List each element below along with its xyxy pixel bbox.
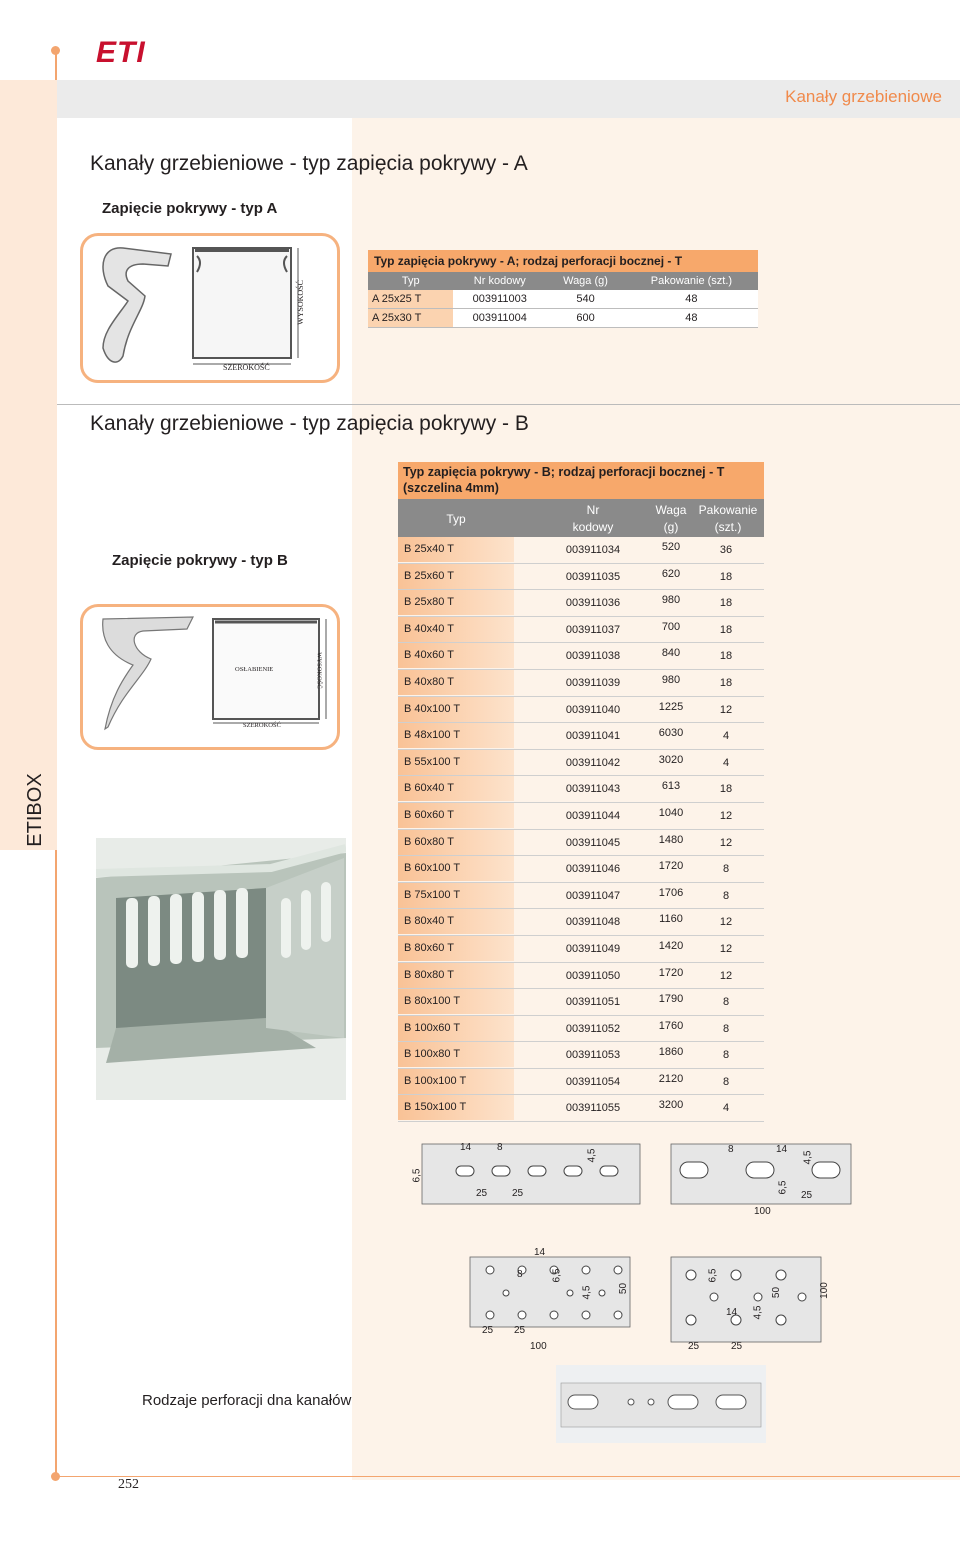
cell: 003911035 [565,570,621,583]
perforation-slots-1 [402,1130,647,1225]
table-row [368,309,758,328]
cell: 1040 [658,806,684,819]
dim: 25 [476,1188,488,1199]
table-a-header: Typ [368,272,453,290]
dim: 50 [618,1282,630,1295]
cell: 003911042 [565,756,621,769]
cell: 18 [719,783,733,796]
cover-label-b: OSŁABIENIE [235,666,274,673]
cell: 8 [722,1049,730,1062]
cell: 12 [719,809,733,822]
cell: 12 [719,969,733,982]
cell: 12 [719,942,733,955]
table-a-caption: Typ zapięcia pokrywy - A; rodzaj perforacji bocznej - T [368,250,758,272]
table-row [398,936,764,963]
perforation-drawing-2 [666,1130,856,1225]
cell: 36 [719,544,733,556]
table-row [398,1016,764,1043]
cell: B 150x100 T [398,1095,514,1120]
dim: 14 [460,1142,472,1153]
dim: 8 [728,1144,734,1155]
cover-clip-b-drawing [83,607,337,747]
cell: 1420 [658,939,684,952]
dim: 6,5 [551,1268,563,1283]
side-band [0,80,57,850]
table-row [398,909,764,936]
cell: 003911037 [565,623,621,636]
cable-duct-photo [96,838,346,1100]
side-label: ETIBOX [24,773,46,847]
dim: 25 [482,1325,494,1336]
cell: 003911003 [453,290,546,309]
table-row [398,803,764,830]
cell: 003911050 [565,969,621,982]
dim: 100 [530,1341,547,1352]
dim: 25 [731,1341,743,1352]
table-row [398,1042,764,1069]
product-photo [96,838,346,1100]
cell: 3200 [658,1099,684,1112]
perforation-drawing-3 [462,1245,642,1355]
eti-logo: ETI [96,36,146,69]
perforation-label: Rodzaje perforacji dna kanałów [142,1392,352,1409]
cell: 8 [722,996,730,1009]
cell: 003911046 [565,863,621,876]
width-label-b: SZEROKOŚĆ [243,722,281,729]
section-title: Kanały grzebieniowe [785,87,942,106]
dim: 14 [776,1144,788,1155]
dim: 14 [534,1247,546,1258]
table-row [368,290,758,309]
table-row [398,856,764,883]
cell: B 80x100 T [398,989,514,1014]
header-weight-1: Waga [655,503,687,517]
cell: 980 [661,594,681,607]
cell: B 100x60 T [398,1016,514,1041]
cell: 003911048 [565,916,621,929]
cell: 003911053 [565,1049,621,1062]
cell: B 60x100 T [398,856,514,881]
cell: B 25x60 T [398,564,514,589]
height-label-a: WYSOKOŚĆ [295,280,305,325]
perforation-drawing-1 [402,1130,647,1225]
cell: 48 [625,309,758,328]
cell: 003911051 [565,996,621,1009]
height-label-b: WYSOKOŚĆ [315,652,323,689]
table-row [398,590,764,617]
subheading-section-a: Zapięcie pokrywy - typ A [102,200,278,217]
table-row [398,830,764,857]
dim: 8 [517,1269,523,1280]
cell: 1160 [659,913,683,926]
table-a-header: Pakowanie (szt.) [625,272,758,290]
table-row [398,963,764,990]
dim: 4,5 [581,1285,593,1300]
dim: 50 [771,1286,783,1299]
dim: 14 [726,1307,738,1318]
cell: 003911040 [565,703,621,716]
cell: B 40x80 T [398,670,514,695]
cell: 613 [661,780,681,793]
cell: B 55x100 T [398,750,514,775]
cell: 8 [722,889,730,902]
cell: 700 [661,620,681,633]
cell: 520 [661,541,681,553]
table-row [398,537,764,564]
dim: 25 [688,1341,700,1352]
cell: B 25x40 T [398,537,514,562]
cell: 4 [722,756,730,769]
cell: B 100x80 T [398,1042,514,1067]
cell: 003911044 [565,809,621,822]
cell: B 75x100 T [398,883,514,908]
cell: A 25x30 T [368,309,453,328]
cell: 003911049 [565,942,621,955]
cell: B 80x40 T [398,909,514,934]
cell: 18 [719,570,733,583]
header-pack-2: (szt.) [714,520,742,534]
table-a-header: Nr kodowy [453,272,546,290]
table-section-a [368,250,758,328]
cell: 980 [661,673,681,686]
decor-dot-top [51,46,60,55]
table-row [398,643,764,670]
cell: 2120 [658,1072,684,1085]
cell: A 25x25 T [368,290,453,309]
dim: 4,5 [586,1148,598,1163]
table-row [398,883,764,910]
cell: 1860 [658,1046,684,1059]
dim: 6,5 [777,1180,789,1195]
perforation-slots-5 [556,1365,766,1443]
cell: 18 [719,650,733,663]
subheading-section-b: Zapięcie pokrywy - typ B [112,552,288,569]
section-divider [57,404,960,405]
cell: 003911045 [565,836,621,849]
dim: 25 [801,1190,813,1201]
dim: 100 [754,1206,771,1217]
cell: 003911034 [565,544,621,556]
cell: B 60x40 T [398,776,514,801]
dim: 6,5 [411,1168,423,1183]
cell: B 60x80 T [398,830,514,855]
cell: B 40x100 T [398,697,514,722]
cell: 18 [719,676,733,689]
header-code-1: Nr [586,503,600,517]
cell: 620 [661,567,681,580]
table-row [398,617,764,644]
cell: 003911036 [565,597,621,610]
table-b-caption: Typ zapięcia pokrywy - B; rodzaj perforacji bocznej - T (szczelina 4mm) [398,462,764,499]
cell: B 40x40 T [398,617,514,642]
dim: 4,5 [802,1150,814,1165]
cell: 1720 [658,860,684,873]
cell: 12 [719,836,733,849]
cell: 1225 [658,700,684,713]
cell: 003911043 [565,783,621,796]
header-pack-1: Pakowanie [698,503,758,517]
cell: 18 [719,623,733,636]
cell: 4 [722,1102,730,1115]
header-type: Typ [446,512,466,526]
cell: B 60x60 T [398,803,514,828]
drawing-frame-b [80,604,340,750]
dim: 25 [512,1188,524,1199]
cell: 1706 [658,886,684,899]
cell: 8 [722,1022,730,1035]
cell: 003911054 [565,1075,621,1088]
cell: 8 [722,1075,730,1088]
table-row [398,697,764,724]
heading-section-a: Kanały grzebieniowe - typ zapięcia pokrywy - A [90,152,528,175]
table-row [398,989,764,1016]
perforation-drawing-5 [556,1365,766,1443]
table-row [398,1095,764,1122]
cell: 1760 [658,1019,684,1032]
table-b-header [398,499,764,537]
cell: 003911004 [453,309,546,328]
cell: 540 [546,290,625,309]
cell: 18 [719,597,733,610]
footer-rule [57,1476,960,1477]
cell: 48 [625,290,758,309]
table-row [398,750,764,777]
cell: B 40x60 T [398,643,514,668]
cell: 12 [719,916,733,929]
cell: 003911047 [565,889,621,902]
table-row [398,564,764,591]
cell: 3020 [658,753,684,766]
cell: B 80x60 T [398,936,514,961]
header-code-2: kodowy [572,520,614,534]
dim: 4,5 [752,1305,764,1320]
table-row [398,670,764,697]
cell: B 100x100 T [398,1069,514,1094]
cell: B 25x80 T [398,590,514,615]
cell: 6030 [658,727,684,740]
cell: B 80x80 T [398,963,514,988]
heading-section-b: Kanały grzebieniowe - typ zapięcia pokrywy - B [90,412,529,435]
cell: 12 [719,703,733,716]
cell: 003911041 [565,730,621,743]
dim: 100 [818,1282,830,1299]
decor-line-bottom [55,850,57,1476]
cell: 4 [722,730,730,743]
drawing-frame-a [80,233,340,383]
dim: 25 [514,1325,526,1336]
cell: 600 [546,309,625,328]
cell: 003911055 [565,1102,621,1115]
cell: 003911039 [565,676,621,689]
cell: 8 [722,863,730,876]
perforation-holes-3 [462,1245,642,1355]
cell: 840 [661,647,681,660]
dim: 6,5 [707,1268,719,1283]
cell: B 48x100 T [398,723,514,748]
width-label-a: SZEROKOŚĆ [223,363,270,372]
header-weight-2: (g) [663,520,679,534]
cell: 003911038 [565,650,621,663]
cell: 1480 [658,833,684,846]
perforation-holes-4 [666,1245,846,1355]
table-row [398,776,764,803]
table-b-body [398,537,764,1122]
cell: 1790 [658,993,684,1006]
table-a-header: Waga (g) [546,272,625,290]
table-row [398,723,764,750]
page-number: 252 [118,1477,139,1492]
perforation-drawing-4 [666,1245,846,1355]
dim: 8 [497,1142,503,1153]
table-row [398,1069,764,1096]
cell: 1720 [658,966,684,979]
cell: 003911052 [565,1022,621,1035]
